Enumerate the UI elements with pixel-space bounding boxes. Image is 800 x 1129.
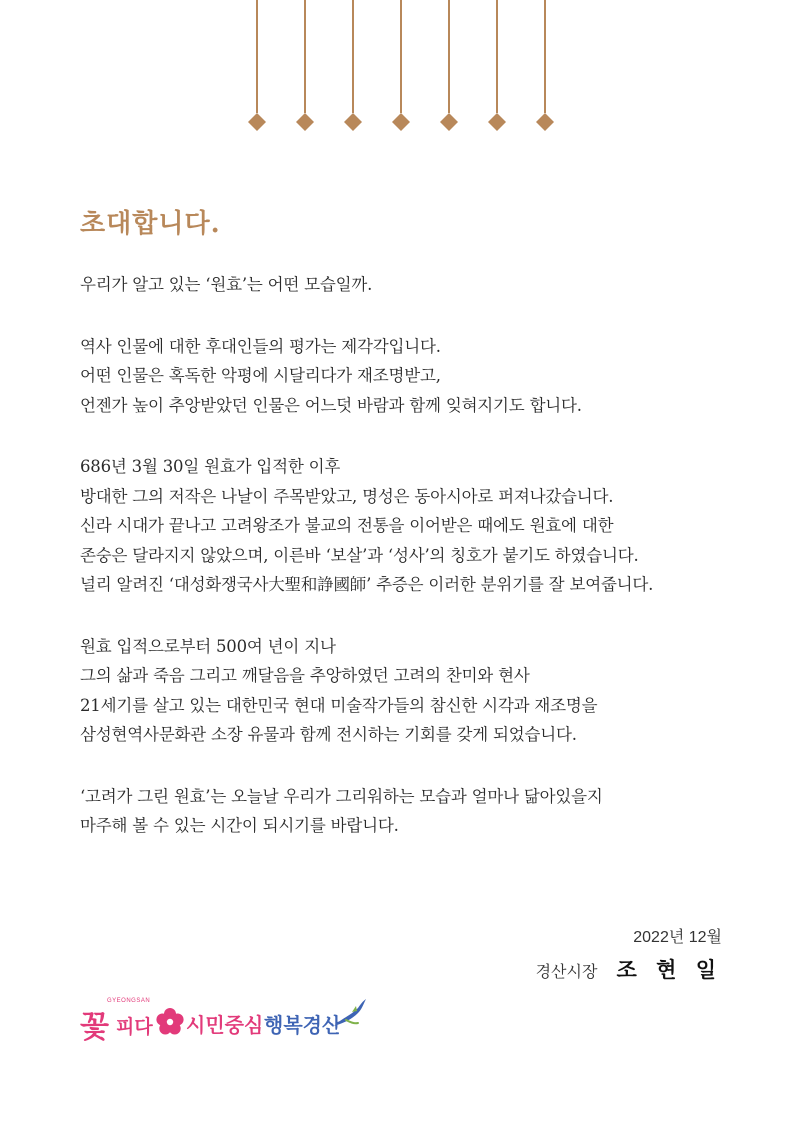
diamond-pendant-icon <box>488 0 506 131</box>
signature-name: 조 현 일 <box>616 958 722 982</box>
paragraph <box>80 632 740 750</box>
text-line: 우리가 알고 있는 ‘원효’는 어떤 모습일까. <box>80 275 373 294</box>
city-logo <box>80 996 370 1050</box>
logo-pida: 피다 <box>116 1016 153 1038</box>
page-title: 초대합니다. <box>80 209 221 239</box>
signature-title: 경산시장 <box>535 964 598 981</box>
date: 2022년 12월 <box>633 929 722 946</box>
top-ornaments <box>0 0 800 140</box>
logo-kkot: 꽃 <box>80 1010 109 1045</box>
diamond-pendant-icon <box>248 0 266 131</box>
logo-happy: 행복경산 <box>264 1013 342 1037</box>
text-line: 마주해 볼 수 있는 시간이 되시기를 바랍니다. <box>80 816 399 835</box>
bird-icon <box>332 996 368 1030</box>
signature <box>536 954 722 984</box>
text-line: 21세기를 살고 있는 대한민국 현대 미술작가들의 참신한 시각과 재조명을 <box>80 695 598 715</box>
paragraph <box>80 332 740 421</box>
text-line: 삼성현역사문화관 소장 유물과 함께 전시하는 기회를 갖게 되었습니다. <box>80 725 577 744</box>
invitation-body <box>80 270 740 873</box>
text-line: 원효 입적으로부터 500여 년이 지나 <box>80 636 336 656</box>
diamond-pendant-icon <box>296 0 314 131</box>
logo-subtext: GYEONGSAN <box>107 998 151 1004</box>
text-line: 686년 3월 30일 원효가 입적한 이후 <box>80 457 341 476</box>
text-line: ‘고려가 그린 원효’는 오늘날 우리가 그리워하는 모습과 얼마나 닮아있을지 <box>80 786 603 806</box>
paragraph <box>80 452 740 600</box>
paragraph <box>80 782 740 841</box>
text-line: 언젠가 높이 추앙받았던 인물은 어느덧 바람과 함께 잊혀지기도 합니다. <box>80 395 582 415</box>
diamond-pendant-icon <box>344 0 362 131</box>
diamond-pendant-icon <box>536 0 554 131</box>
logo-simin: 시민중심 <box>186 1013 264 1037</box>
flower-icon <box>156 1008 184 1036</box>
text-line: 존숭은 달라지지 않았으며, 이른바 ‘보살’과 ‘성사’의 칭호가 붙기도 하였습니다. <box>80 545 639 565</box>
diamond-pendant-icon <box>440 0 458 131</box>
text-line: 어떤 인물은 혹독한 악평에 시달리다가 재조명받고, <box>80 366 441 385</box>
paragraph <box>80 270 740 300</box>
text-line: 방대한 그의 저작은 나날이 주목받았고, 명성은 동아시아로 퍼져나갔습니다. <box>80 486 614 506</box>
text-line: 신라 시대가 끝나고 고려왕조가 불교의 전통을 이어받은 때에도 원효에 대한 <box>80 516 614 535</box>
text-line: 그의 삶과 죽음 그리고 깨달음을 추앙하였던 고려의 찬미와 현사 <box>80 666 530 685</box>
diamond-pendant-icon <box>392 0 410 131</box>
text-line: 역사 인물에 대한 후대인들의 평가는 제각각입니다. <box>80 336 441 356</box>
text-line: 널리 알려진 ‘대성화쟁국사大聖和諍國師’ 추증은 이러한 분위기를 잘 보여줍니다. <box>80 575 654 594</box>
